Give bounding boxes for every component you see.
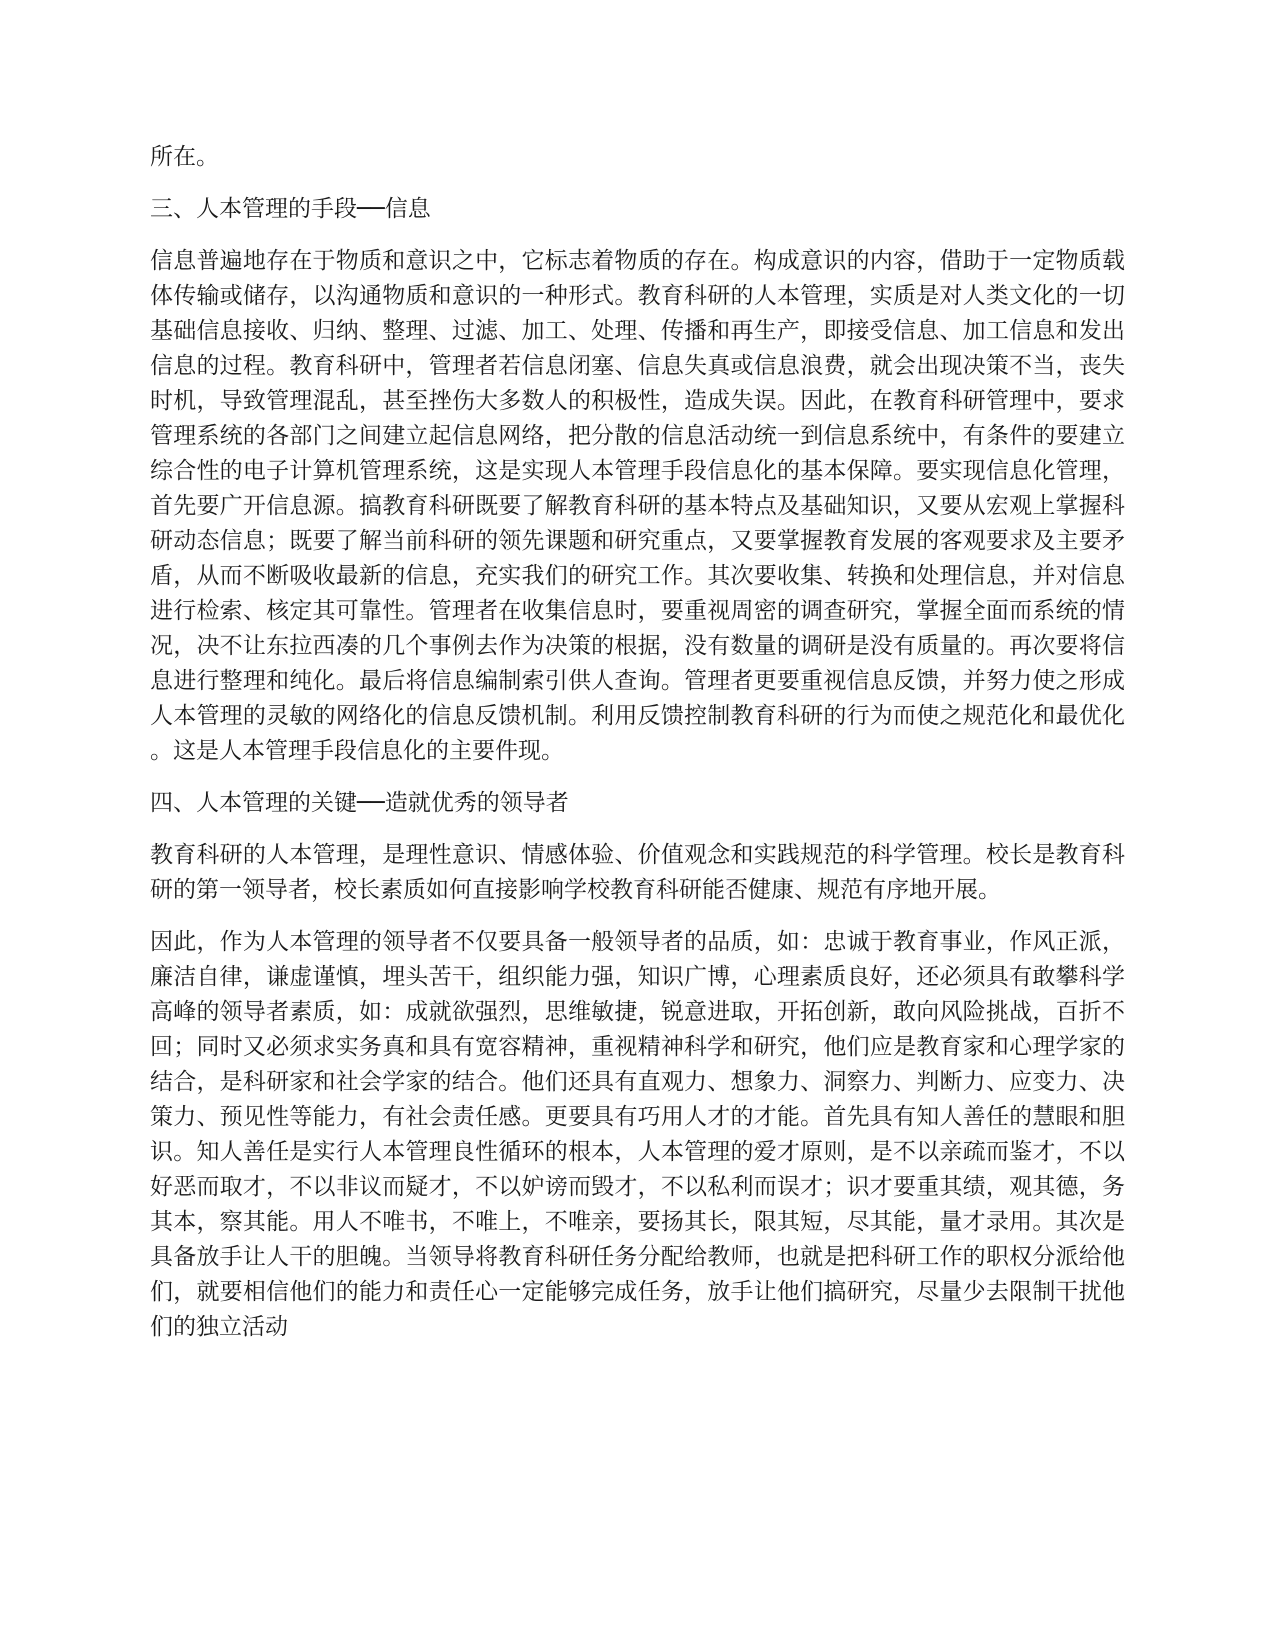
section-heading-4: 四、人本管理的关键──造就优秀的领导者 [150, 790, 569, 816]
section-4-paragraph-1: 教育科研的人本管理，是理性意识、情感体验、价值观念和实践规范的科学管理。校长是教育科研的第一领导者，校长素质如何直接影响学校教育科研能否健康、规范有序地开展。 [150, 842, 1125, 903]
continued-paragraph-fragment: 所在。 [150, 144, 219, 170]
section-4-paragraph-2: 因此，作为人本管理的领导者不仅要具备一般领导者的品质，如：忠诚于教育事业，作风正派，廉洁自律，谦虚谨慎，埋头苦干，组织能力强，知识广博，心理素质良好，还必须具有敢攀科学高峰的领导者素质，如：成就欲强烈，思维敏捷，锐意进取，开拓创新，敢向风险挑战，百折不回；同时又必须求实务真和具有宽容精神，重视精神科学和研究，他们应是教育家和心理学家的结合，是科研家和社会学家的结合。他们还具有直观力、想象力、洞察力、判断力、应变力、决策力、预见性等能力，有社会责任感。更要具有巧用人才的才能。首先具有知人善任的慧眼和胆识。知人善任是实行人本管理良性循环的根本，人本管理的爱才原则，是不以亲疏而鉴才，不以好恶而取才，不以非议而疑才，不以妒谤而毁才，不以私利而误才；识才要重其绩，观其德，务其本，察其能。用人不唯书，不唯上，不唯亲，要扬其长，限其短，尽其能，量才录用。其次是具备放手让人干的胆魄。当领导将教育科研任务分配给教师，也就是把科研工作的职权分派给他们，就要相信他们的能力和责任心一定能够完成任务，放手让他们搞研究，尽量少去限制干扰他们的独立活动 [150, 929, 1125, 1340]
document-page [150, 140, 1125, 1362]
section-3-body-paragraph: 信息普遍地存在于物质和意识之中，它标志着物质的存在。构成意识的内容，借助于一定物质载体传输或储存，以沟通物质和意识的一种形式。教育科研的人本管理，实质是对人类文化的一切基础信息接收、归纳、整理、过滤、加工、处理、传播和再生产，即接受信息、加工信息和发出信息的过程。教育科研中，管理者若信息闭塞、信息失真或信息浪费，就会出现决策不当，丧失时机，导致管理混乱，甚至挫伤大多数人的积极性，造成失误。因此，在教育科研管理中，要求管理系统的各部门之间建立起信息网络，把分散的信息活动统一到信息系统中，有条件的要建立综合性的电子计算机管理系统，这是实现人本管理手段信息化的基本保障。要实现信息化管理，首先要广开信息源。搞教育科研既要了解教育科研的基本特点及基础知识，又要从宏观上掌握科研动态信息；既要了解当前科研的领先课题和研究重点，又要掌握教育发展的客观要求及主要矛盾，从而不断吸收最新的信息，充实我们的研究工作。其次要收集、转换和处理信息，并对信息进行检索、核定其可靠性。管理者在收集信息时，要重视周密的调查研究，掌握全面而系统的情况，决不让东拉西凑的几个事例去作为决策的根据，没有数量的调研是没有质量的。再次要将信息进行整理和纯化。最后将信息编制索引供人查询。管理者更要重视信息反馈，并努力使之形成人本管理的灵敏的网络化的信息反馈机制。利用反馈控制教育科研的行为而使之规范化和最优化。这是人本管理手段信息化的主要件现。 [150, 248, 1125, 764]
section-heading-3: 三、人本管理的手段──信息 [150, 196, 431, 222]
